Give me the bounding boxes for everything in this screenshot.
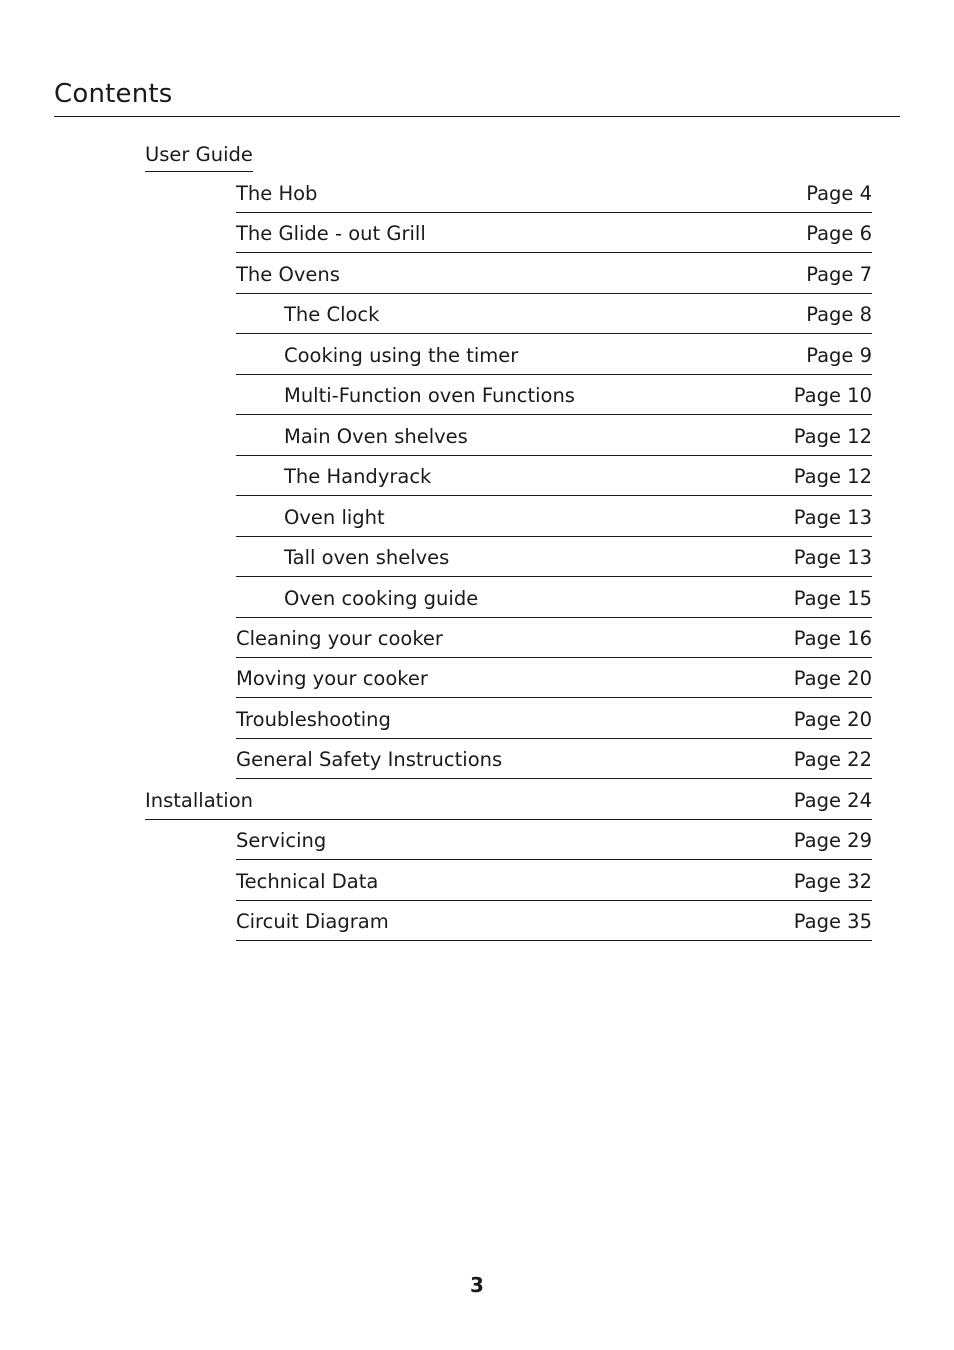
toc-entry-title: The Glide - out Grill — [236, 222, 426, 246]
toc-row[interactable] — [236, 537, 872, 577]
toc-entry-page: Page 4 — [806, 182, 872, 205]
toc-entry-page: Page 6 — [806, 222, 872, 246]
toc-entry-page: Page 15 — [793, 586, 872, 610]
toc-entry-page: Page 24 — [793, 788, 872, 812]
toc-row[interactable] — [236, 861, 872, 901]
toc-row[interactable] — [236, 699, 872, 739]
toc-row[interactable] — [236, 254, 872, 294]
toc-entry-title: Cooking using the timer — [284, 343, 519, 367]
toc-row[interactable] — [236, 658, 872, 698]
toc-row[interactable] — [236, 618, 872, 658]
toc-entry-page: Page 35 — [793, 910, 872, 934]
toc-row[interactable] — [236, 375, 872, 415]
toc-entry-page: Page 13 — [793, 505, 872, 529]
toc-entry-page: Page 9 — [806, 343, 872, 367]
page-title — [54, 78, 900, 117]
toc-entry-page: Page 16 — [793, 627, 872, 650]
toc-row[interactable] — [236, 294, 872, 334]
toc-row[interactable] — [236, 213, 872, 253]
toc-row[interactable] — [236, 739, 872, 779]
toc-entry-title: Cleaning your cooker — [236, 627, 443, 650]
toc-entry-title: Tall oven shelves — [284, 546, 450, 569]
toc-entry-title: The Ovens — [236, 262, 340, 286]
page-number: 3 — [470, 1273, 484, 1297]
toc-entry-page: Page 8 — [806, 303, 872, 327]
toc-row[interactable] — [236, 901, 872, 941]
toc-entry-page: Page 20 — [793, 667, 872, 691]
toc-entry-page: Page 12 — [793, 424, 872, 448]
toc-row[interactable] — [236, 173, 872, 213]
toc-entry-page: Page 7 — [806, 262, 872, 286]
toc-entry-title: General Safety Instructions — [236, 748, 503, 772]
toc-entry-page: Page 13 — [793, 546, 872, 569]
toc-entry-title: Main Oven shelves — [284, 424, 468, 448]
toc-entry-page: Page 12 — [793, 465, 872, 489]
toc-entry-title: Installation — [145, 788, 254, 812]
toc-entry-page: Page 10 — [793, 384, 872, 408]
toc-entry-title: Technical Data — [236, 869, 379, 893]
toc-entry-title: Oven light — [284, 505, 385, 529]
toc-entry-page: Page 22 — [793, 748, 872, 772]
toc-entry-title: Circuit Diagram — [236, 910, 389, 934]
toc-entry-page: Page 29 — [793, 829, 872, 853]
toc-entry-title: The Clock — [284, 303, 380, 327]
toc-entry-title: Servicing — [236, 829, 327, 853]
toc-row[interactable] — [236, 820, 872, 860]
section-row-installation[interactable] — [145, 780, 872, 820]
toc-entry-title: Troubleshooting — [236, 707, 391, 731]
toc-entry-page: Page 32 — [793, 869, 872, 893]
section-header-user-guide[interactable]: User Guide — [145, 141, 253, 172]
toc-row[interactable] — [236, 456, 872, 496]
toc-entry-title: Oven cooking guide — [284, 586, 479, 610]
toc-entry-title: Multi-Function oven Functions — [284, 384, 575, 408]
toc-entry-title: The Hob — [236, 182, 318, 205]
page-title-text: Contents — [54, 79, 173, 109]
toc-row[interactable] — [236, 497, 872, 537]
toc-entry-title: The Handyrack — [284, 465, 432, 489]
toc-entry-page: Page 20 — [793, 707, 872, 731]
toc-row[interactable] — [236, 578, 872, 618]
toc-row[interactable] — [236, 416, 872, 456]
toc-row[interactable] — [236, 335, 872, 375]
toc-entry-title: Moving your cooker — [236, 667, 428, 691]
